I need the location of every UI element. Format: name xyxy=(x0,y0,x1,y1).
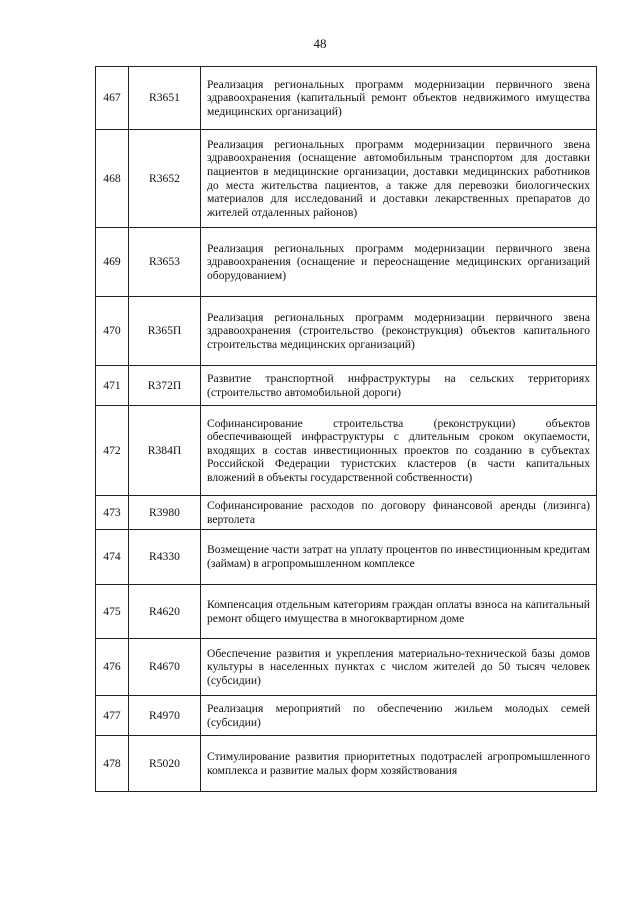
row-description: Реализация региональных программ модернизации первичного звена здравоохранения (оснащение автомобильным транспортом для доставки пациентов в медицинские организации, доставки медицинских работников до места жительства пациентов, а также для перевозки биологических материалов для исследований и доставки лекарственных препаратов до жителей отдаленных районов) xyxy=(201,130,597,228)
page-number: 48 xyxy=(313,36,327,51)
table-row xyxy=(96,130,597,228)
row-code: R4330 xyxy=(129,530,201,585)
row-description: Компенсация отдельным категориям граждан оплаты взноса на капитальный ремонт общего имущества в многоквартирном доме xyxy=(201,585,597,639)
table-row xyxy=(96,406,597,496)
row-description: Возмещение части затрат на уплату процентов по инвестиционным кредитам (займам) в агропромышленном комплексе xyxy=(201,530,597,585)
row-number: 475 xyxy=(96,585,129,639)
row-code: R4970 xyxy=(129,696,201,736)
row-code: R3652 xyxy=(129,130,201,228)
row-description: Софинансирование строительства (реконструкции) объектов обеспечивающей инфраструктуры с длительным сроком окупаемости, входящих в состав инвестиционных проектов по созданию в субъектах Российской Федерации туристских кластеров (в части капитальных вложений в объекты государственной собственности) xyxy=(201,406,597,496)
row-code: R3980 xyxy=(129,496,201,530)
table-row xyxy=(96,228,597,297)
row-number: 469 xyxy=(96,228,129,297)
table-row xyxy=(96,696,597,736)
row-description: Реализация региональных программ модернизации первичного звена здравоохранения (оснащение и переоснащение медицинских организаций оборудованием) xyxy=(201,228,597,297)
row-number: 467 xyxy=(96,67,129,130)
row-number: 471 xyxy=(96,366,129,406)
row-code: R365П xyxy=(129,297,201,366)
table-row xyxy=(96,639,597,696)
row-code: R372П xyxy=(129,366,201,406)
table-row xyxy=(96,585,597,639)
row-code: R3653 xyxy=(129,228,201,297)
row-number: 472 xyxy=(96,406,129,496)
row-code: R4620 xyxy=(129,585,201,639)
row-description: Реализация мероприятий по обеспечению жильем молодых семей (субсидии) xyxy=(201,696,597,736)
row-description: Стимулирование развития приоритетных подотраслей агропромышленного комплекса и развитие малых форм хозяйствования xyxy=(201,736,597,792)
table-row xyxy=(96,366,597,406)
row-description: Реализация региональных программ модернизации первичного звена здравоохранения (капитальный ремонт объектов недвижимого имущества медицинских организаций) xyxy=(201,67,597,130)
table-row xyxy=(96,530,597,585)
row-number: 476 xyxy=(96,639,129,696)
table-row xyxy=(96,736,597,792)
table-row xyxy=(96,496,597,530)
row-code: R4670 xyxy=(129,639,201,696)
table-row xyxy=(96,67,597,130)
row-number: 478 xyxy=(96,736,129,792)
row-description: Развитие транспортной инфраструктуры на сельских территориях (строительство автомобильной дороги) xyxy=(201,366,597,406)
row-code: R5020 xyxy=(129,736,201,792)
row-code: R384П xyxy=(129,406,201,496)
row-number: 473 xyxy=(96,496,129,530)
budget-codes-table xyxy=(95,66,597,792)
row-number: 477 xyxy=(96,696,129,736)
row-number: 468 xyxy=(96,130,129,228)
row-code: R3651 xyxy=(129,67,201,130)
row-description: Реализация региональных программ модернизации первичного звена здравоохранения (строительство (реконструкция) объектов капитального строительства медицинских организаций) xyxy=(201,297,597,366)
row-number: 474 xyxy=(96,530,129,585)
row-description: Софинансирование расходов по договору финансовой аренды (лизинга) вертолета xyxy=(201,496,597,530)
table-row xyxy=(96,297,597,366)
row-number: 470 xyxy=(96,297,129,366)
row-description: Обеспечение развития и укрепления материально-технической базы домов культуры в населенных пунктах с числом жителей до 50 тысяч человек (субсидии) xyxy=(201,639,597,696)
